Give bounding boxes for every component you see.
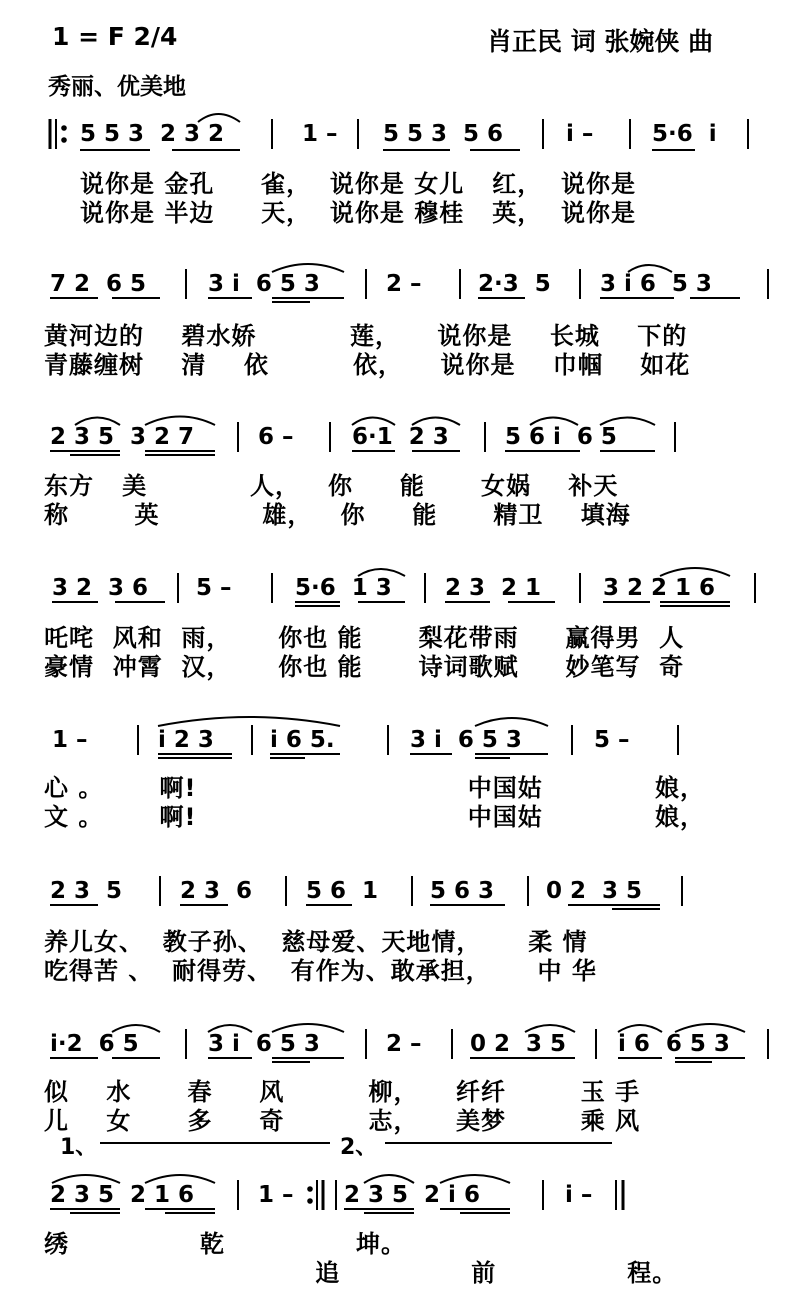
lyric-line: 似 水 春 风 柳， 纤纤 玉 手 [44,1078,641,1106]
tie [145,417,215,426]
note-group: 2 – [386,271,422,297]
note-group: 2 3 2 1 [445,575,542,601]
note-group: 2 3 5 3 2 7 [50,424,195,450]
lyric-line: 文 。 啊! 中国姑 娘， [44,803,706,831]
note-group: 0 2 3 5 [470,1031,567,1057]
note-group: 5 6 3 [430,878,495,904]
note-group: 0 2 3 5 [546,878,643,904]
lyric-line: 称 英 雄， 你 能 精卫 填海 [44,501,631,529]
note-group: 2 3 5 [50,878,123,904]
note-group: 2 – [386,1031,422,1057]
note-group: 3 2 2 1 6 [603,575,716,601]
note-group: 7 2 6 5 [50,271,147,297]
note-group: i – [566,121,594,147]
lyric-line: 青藤缠树 清 依 依， 说你是 巾帼 如花 [44,351,691,379]
credits: 肖正民 词 张婉侠 曲 [487,27,714,56]
note-group: 2 3 5 2 i 6 [344,1182,480,1208]
lyric-line: 东方 美 人， 你 能 女娲 补天 [44,472,619,500]
tie [198,114,240,122]
tie [525,1025,575,1032]
repeat-dot [62,138,66,142]
tie [440,1175,510,1183]
note-group: 6·1 2 3 [352,424,449,450]
tie [530,418,578,426]
note-group: i – [565,1182,593,1208]
note-group: i 2 3 [158,727,214,753]
note-group: 3 i 6 5 3 [208,1031,320,1057]
tie [272,1024,344,1032]
tie [145,1175,215,1183]
tie [600,418,655,426]
tie [52,1175,120,1183]
note-group: 2 3 6 [180,878,253,904]
tie [272,264,344,272]
tie [358,569,405,576]
tie [112,1025,160,1032]
tie [660,568,730,576]
key-signature: 1 = F 2/4 [52,22,178,51]
volta-first-label: 1、 [60,1135,98,1160]
note-group: 5 – [196,575,232,601]
tie [75,418,120,426]
tie [208,1025,252,1032]
lyric-line: 心 。 啊! 中国姑 娘， [44,774,706,802]
note-group: 5 5 3 2 3 2 [80,121,225,147]
note-group: 3 i 6 5 3 [208,271,320,297]
lyric-line: 吃得苦 、 耐得劳、 有作为、敢承担， 中 华 [44,957,597,985]
note-group: 3 i 6 5 3 [600,271,712,297]
tie [412,418,460,426]
lyric-line: 说你是 金孔 雀， 说你是 女儿 红， 说你是 [80,170,636,198]
tie [475,718,548,726]
note-group: 3 2 3 6 [52,575,149,601]
tie [364,1175,414,1183]
lyric-line: 绣 乾 坤。 [44,1230,406,1258]
tie [158,717,340,726]
lyric-line: 吒咤 风和 雨， 你也 能 梨花带雨 赢得男 人 [44,624,685,652]
tie [675,1024,745,1032]
repeat-dot [62,126,66,130]
lyric-line: 说你是 半边 天， 说你是 穆桂 英， 说你是 [80,199,636,227]
tie [618,1025,662,1032]
note-group: i 6 5. [270,727,335,753]
lyric-line: 追 前 程。 [44,1259,678,1287]
note-group: 3 i 6 5 3 [410,727,522,753]
lyric-line: 养儿女、 教子孙、 慈母爱、天地情， 柔 情 [44,928,588,956]
repeat-dot [308,1187,312,1191]
expression-marking: 秀丽、优美地 [48,74,186,100]
lyric-line: 儿 女 多 奇 志， 美梦 乘 风 [44,1107,641,1135]
note-group: 2·3 5 [478,271,551,297]
note-group: 5 5 3 5 6 [383,121,504,147]
note-group: 5·6 1 3 [295,575,392,601]
note-group: 5 6 1 [306,878,379,904]
note-group: 1 – [52,727,88,753]
note-group: i 6 6 5 3 [618,1031,730,1057]
note-group: 2 3 5 2 1 6 [50,1182,195,1208]
note-group: i·2 6 5 [50,1031,139,1057]
tie [628,265,672,272]
tie [352,418,395,426]
lyric-line: 豪情 冲霄 汉， 你也 能 诗词歌赋 妙笔写 奇 [44,653,685,681]
lyric-line: 黄河边的 碧水娇 莲， 说你是 长城 下的 [44,322,688,350]
note-group: 1 – [258,1182,294,1208]
note-group: 5 6 i 6 5 [505,424,617,450]
note-group: 5 – [594,727,630,753]
volta-second-label: 2、 [340,1135,378,1160]
note-group: 5·6 i [652,121,717,147]
note-group: 6 – [258,424,294,450]
repeat-dot [308,1199,312,1203]
note-group: 1 – [302,121,338,147]
